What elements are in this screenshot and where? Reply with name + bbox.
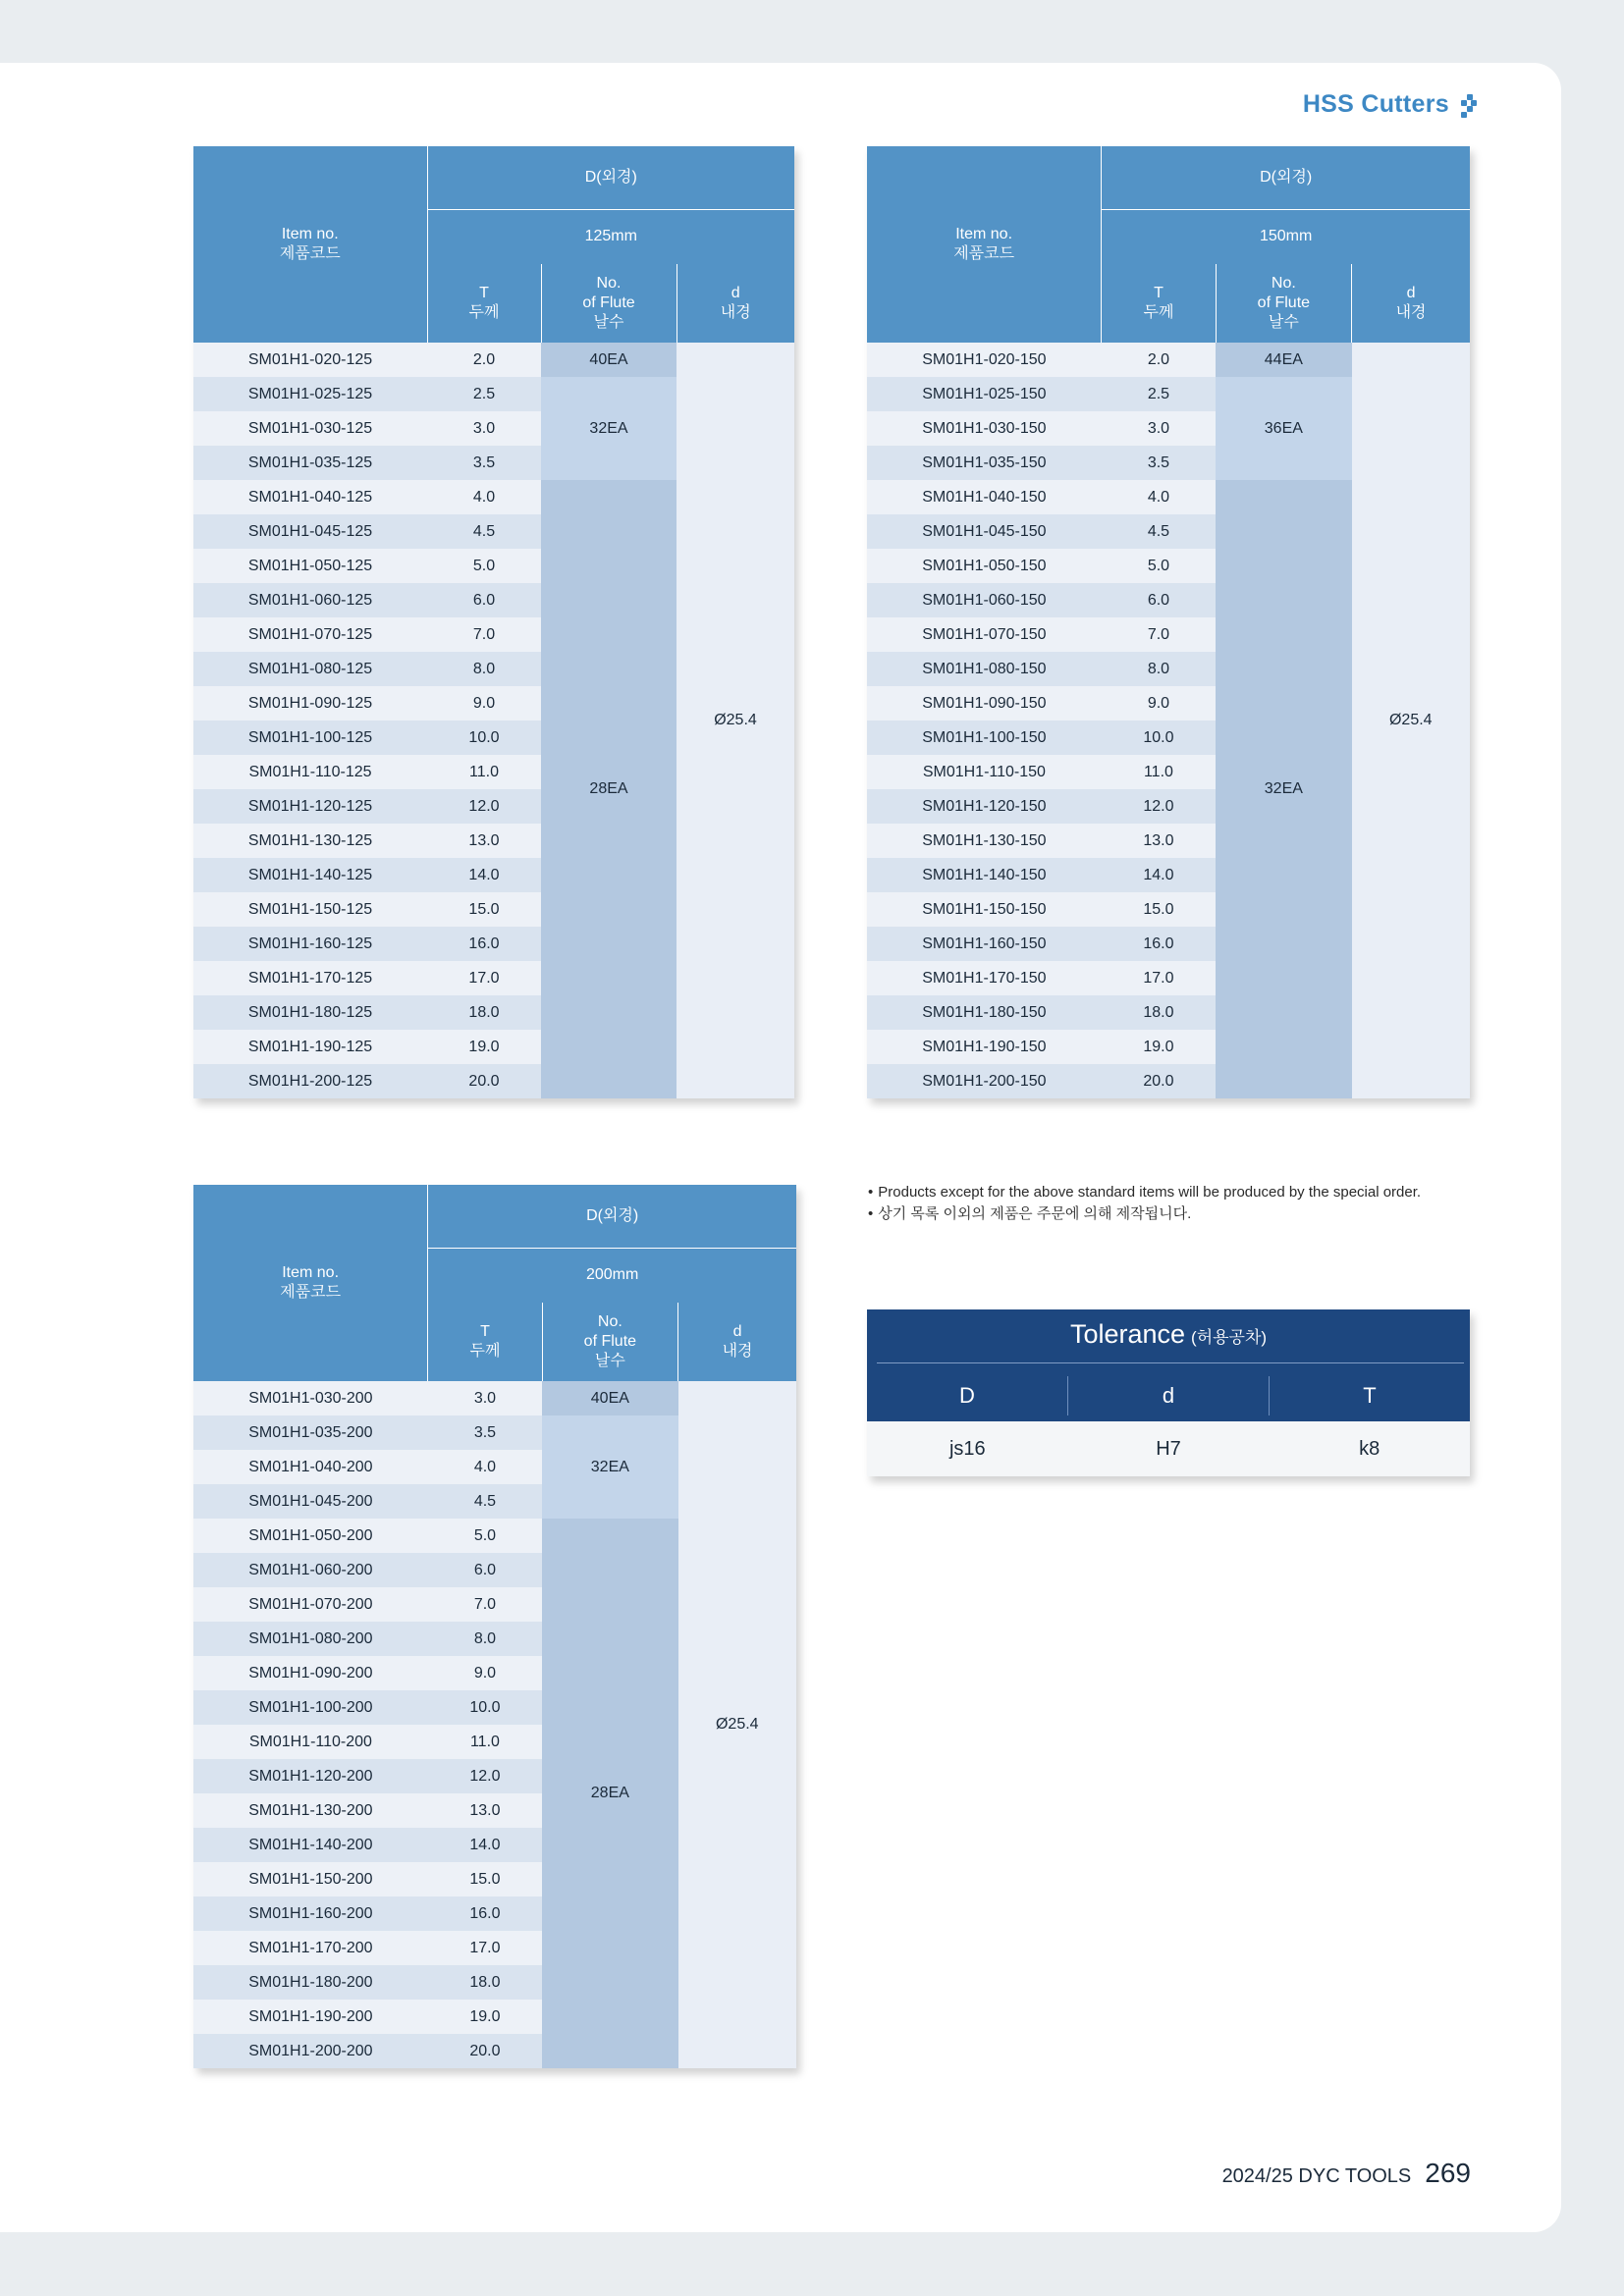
item-code: SM01H1-030-150 bbox=[867, 411, 1102, 446]
thickness-en: T bbox=[480, 1323, 490, 1340]
item-code: SM01H1-090-200 bbox=[193, 1656, 428, 1690]
thickness-value: 3.0 bbox=[428, 1381, 542, 1415]
tolerance-val-outer: js16 bbox=[948, 1438, 986, 1460]
item-code: SM01H1-080-125 bbox=[193, 652, 427, 686]
item-code: SM01H1-025-150 bbox=[867, 377, 1102, 411]
item-code: SM01H1-180-125 bbox=[193, 995, 427, 1030]
item-code: SM01H1-060-125 bbox=[193, 583, 427, 617]
thickness-value: 17.0 bbox=[1102, 961, 1216, 995]
thickness-value: 11.0 bbox=[1102, 755, 1216, 789]
item-code: SM01H1-060-150 bbox=[867, 583, 1102, 617]
notes bbox=[868, 1182, 1421, 1225]
item-code: SM01H1-100-200 bbox=[193, 1690, 428, 1725]
item-code: SM01H1-140-125 bbox=[193, 858, 427, 892]
item-code: SM01H1-120-125 bbox=[193, 789, 427, 824]
spec-table-125 bbox=[193, 146, 794, 1098]
flute-count: 36EA bbox=[1216, 377, 1351, 480]
bore-diameter: Ø25.4 bbox=[678, 1381, 796, 2068]
outer-diameter-header: D(외경) bbox=[428, 1185, 796, 1248]
item-code: SM01H1-030-125 bbox=[193, 411, 427, 446]
note-ko: • 상기 목록 이외의 제품은 주문에 의해 제작됩니다. bbox=[868, 1203, 1421, 1225]
item-no-header bbox=[867, 146, 1102, 343]
section-title-text: HSS Cutters bbox=[1302, 90, 1449, 118]
item-code: SM01H1-130-125 bbox=[193, 824, 427, 858]
item-code: SM01H1-160-150 bbox=[867, 927, 1102, 961]
bore-ko: 내경 bbox=[720, 304, 751, 321]
tolerance-val-thickness: k8 bbox=[1359, 1438, 1380, 1460]
thickness-header bbox=[427, 264, 541, 343]
thickness-value: 12.0 bbox=[427, 789, 541, 824]
thickness-value: 2.5 bbox=[1102, 377, 1216, 411]
item-code: SM01H1-050-150 bbox=[867, 549, 1102, 583]
tolerance-subtitle: (허용공차) bbox=[1191, 1328, 1268, 1347]
bore-header bbox=[678, 1303, 796, 1381]
thickness-value: 5.0 bbox=[428, 1519, 542, 1553]
item-code: SM01H1-170-125 bbox=[193, 961, 427, 995]
thickness-ko: 두께 bbox=[468, 304, 500, 321]
item-code: SM01H1-110-200 bbox=[193, 1725, 428, 1759]
table-row bbox=[193, 1381, 796, 1415]
item-code: SM01H1-090-150 bbox=[867, 686, 1102, 721]
item-code: SM01H1-200-125 bbox=[193, 1064, 427, 1098]
tolerance-col-outer: D bbox=[959, 1383, 975, 1408]
thickness-value: 7.0 bbox=[1102, 617, 1216, 652]
thickness-value: 19.0 bbox=[428, 2000, 542, 2034]
thickness-value: 4.5 bbox=[1102, 514, 1216, 549]
item-code: SM01H1-100-125 bbox=[193, 721, 427, 755]
flute-ko: 날수 bbox=[594, 1353, 625, 1369]
thickness-value: 16.0 bbox=[1102, 927, 1216, 961]
item-code: SM01H1-080-200 bbox=[193, 1622, 428, 1656]
item-code: SM01H1-170-200 bbox=[193, 1931, 428, 1965]
thickness-value: 18.0 bbox=[1102, 995, 1216, 1030]
thickness-value: 16.0 bbox=[427, 927, 541, 961]
item-no-ko: 제품코드 bbox=[279, 245, 341, 262]
item-code: SM01H1-150-200 bbox=[193, 1862, 428, 1896]
outer-diameter-header: D(외경) bbox=[427, 146, 794, 209]
diameter-size: 150mm bbox=[1102, 209, 1470, 264]
thickness-value: 15.0 bbox=[428, 1862, 542, 1896]
item-code: SM01H1-180-200 bbox=[193, 1965, 428, 2000]
thickness-value: 8.0 bbox=[427, 652, 541, 686]
tolerance-title bbox=[867, 1319, 1470, 1350]
flute-en1: No. bbox=[597, 1313, 623, 1330]
item-code: SM01H1-160-200 bbox=[193, 1896, 428, 1931]
flute-ko: 날수 bbox=[1268, 314, 1299, 331]
item-code: SM01H1-110-150 bbox=[867, 755, 1102, 789]
thickness-value: 2.0 bbox=[1102, 343, 1216, 377]
item-code: SM01H1-190-200 bbox=[193, 2000, 428, 2034]
item-code: SM01H1-110-125 bbox=[193, 755, 427, 789]
thickness-value: 13.0 bbox=[427, 824, 541, 858]
flute-count: 28EA bbox=[541, 480, 677, 1098]
thickness-value: 2.0 bbox=[427, 343, 541, 377]
thickness-value: 15.0 bbox=[427, 892, 541, 927]
item-no-header bbox=[193, 1185, 428, 1381]
tolerance-table bbox=[867, 1309, 1470, 1476]
item-code: SM01H1-180-150 bbox=[867, 995, 1102, 1030]
thickness-value: 11.0 bbox=[427, 755, 541, 789]
thickness-en: T bbox=[479, 285, 489, 301]
item-code: SM01H1-140-150 bbox=[867, 858, 1102, 892]
thickness-value: 6.0 bbox=[427, 583, 541, 617]
tolerance-divider bbox=[877, 1362, 1464, 1363]
tolerance-values bbox=[867, 1421, 1470, 1476]
flute-count: 40EA bbox=[541, 343, 677, 377]
item-code: SM01H1-060-200 bbox=[193, 1553, 428, 1587]
item-code: SM01H1-050-125 bbox=[193, 549, 427, 583]
item-code: SM01H1-035-150 bbox=[867, 446, 1102, 480]
bore-header bbox=[1352, 264, 1470, 343]
item-code: SM01H1-040-125 bbox=[193, 480, 427, 514]
thickness-value: 2.5 bbox=[427, 377, 541, 411]
item-code: SM01H1-190-150 bbox=[867, 1030, 1102, 1064]
footer-brand: 2024/25 DYC TOOLS bbox=[1221, 2165, 1412, 2187]
thickness-value: 12.0 bbox=[1102, 789, 1216, 824]
diameter-size: 200mm bbox=[428, 1248, 796, 1303]
bore-en: d bbox=[731, 285, 740, 301]
item-code: SM01H1-035-125 bbox=[193, 446, 427, 480]
flute-header bbox=[1216, 264, 1351, 343]
item-code: SM01H1-030-200 bbox=[193, 1381, 428, 1415]
thickness-value: 7.0 bbox=[427, 617, 541, 652]
bore-ko: 내경 bbox=[1395, 304, 1427, 321]
thickness-value: 5.0 bbox=[427, 549, 541, 583]
tolerance-columns bbox=[867, 1376, 1470, 1415]
tolerance-val-bore: H7 bbox=[1156, 1438, 1181, 1460]
thickness-value: 3.5 bbox=[427, 446, 541, 480]
thickness-header bbox=[428, 1303, 542, 1381]
item-code: SM01H1-200-150 bbox=[867, 1064, 1102, 1098]
table-row bbox=[867, 343, 1470, 377]
item-code: SM01H1-045-125 bbox=[193, 514, 427, 549]
thickness-value: 3.0 bbox=[1102, 411, 1216, 446]
spec-table-200 bbox=[193, 1185, 796, 2068]
thickness-value: 3.5 bbox=[1102, 446, 1216, 480]
item-code: SM01H1-170-150 bbox=[867, 961, 1102, 995]
item-code: SM01H1-045-200 bbox=[193, 1484, 428, 1519]
thickness-value: 17.0 bbox=[427, 961, 541, 995]
thickness-value: 10.0 bbox=[428, 1690, 542, 1725]
flute-count: 32EA bbox=[541, 377, 677, 480]
item-no-en: Item no. bbox=[955, 226, 1013, 242]
item-code: SM01H1-150-125 bbox=[193, 892, 427, 927]
thickness-value: 3.5 bbox=[428, 1415, 542, 1450]
thickness-value: 15.0 bbox=[1102, 892, 1216, 927]
thickness-value: 10.0 bbox=[1102, 721, 1216, 755]
item-code: SM01H1-160-125 bbox=[193, 927, 427, 961]
thickness-value: 11.0 bbox=[428, 1725, 542, 1759]
thickness-value: 14.0 bbox=[428, 1828, 542, 1862]
puzzle-dots-icon bbox=[1459, 92, 1477, 118]
bore-en: d bbox=[732, 1323, 742, 1340]
flute-header bbox=[542, 1303, 677, 1381]
item-code: SM01H1-050-200 bbox=[193, 1519, 428, 1553]
thickness-ko: 두께 bbox=[469, 1343, 501, 1360]
thickness-value: 17.0 bbox=[428, 1931, 542, 1965]
bore-en: d bbox=[1406, 285, 1416, 301]
thickness-value: 13.0 bbox=[1102, 824, 1216, 858]
item-no-en: Item no. bbox=[281, 226, 339, 242]
bore-diameter: Ø25.4 bbox=[1352, 343, 1470, 1098]
thickness-value: 20.0 bbox=[1102, 1064, 1216, 1098]
item-code: SM01H1-070-150 bbox=[867, 617, 1102, 652]
item-code: SM01H1-040-150 bbox=[867, 480, 1102, 514]
section-title bbox=[1303, 90, 1477, 119]
flute-en2: of Flute bbox=[582, 294, 635, 311]
item-code: SM01H1-140-200 bbox=[193, 1828, 428, 1862]
flute-count: 32EA bbox=[1216, 480, 1351, 1098]
diameter-size: 125mm bbox=[427, 209, 794, 264]
thickness-value: 14.0 bbox=[1102, 858, 1216, 892]
item-code: SM01H1-190-125 bbox=[193, 1030, 427, 1064]
flute-en2: of Flute bbox=[583, 1333, 637, 1350]
thickness-value: 16.0 bbox=[428, 1896, 542, 1931]
item-no-ko: 제품코드 bbox=[953, 245, 1015, 262]
item-code: SM01H1-040-200 bbox=[193, 1450, 428, 1484]
bore-diameter: Ø25.4 bbox=[677, 343, 794, 1098]
item-code: SM01H1-120-200 bbox=[193, 1759, 428, 1793]
thickness-value: 19.0 bbox=[427, 1030, 541, 1064]
flute-count: 28EA bbox=[542, 1519, 677, 2068]
table-row bbox=[193, 343, 794, 377]
item-code: SM01H1-045-150 bbox=[867, 514, 1102, 549]
thickness-value: 10.0 bbox=[427, 721, 541, 755]
flute-en1: No. bbox=[1271, 275, 1296, 292]
bore-ko: 내경 bbox=[722, 1343, 753, 1360]
thickness-value: 19.0 bbox=[1102, 1030, 1216, 1064]
flute-en1: No. bbox=[596, 275, 622, 292]
thickness-value: 13.0 bbox=[428, 1793, 542, 1828]
item-code: SM01H1-100-150 bbox=[867, 721, 1102, 755]
thickness-value: 4.5 bbox=[428, 1484, 542, 1519]
thickness-ko: 두께 bbox=[1143, 304, 1174, 321]
item-code: SM01H1-070-125 bbox=[193, 617, 427, 652]
item-code: SM01H1-020-150 bbox=[867, 343, 1102, 377]
thickness-value: 4.0 bbox=[1102, 480, 1216, 514]
bore-header bbox=[677, 264, 794, 343]
item-code: SM01H1-150-150 bbox=[867, 892, 1102, 927]
item-code: SM01H1-090-125 bbox=[193, 686, 427, 721]
item-code: SM01H1-080-150 bbox=[867, 652, 1102, 686]
thickness-value: 7.0 bbox=[428, 1587, 542, 1622]
thickness-value: 18.0 bbox=[428, 1965, 542, 2000]
flute-count: 44EA bbox=[1216, 343, 1351, 377]
flute-count: 40EA bbox=[542, 1381, 677, 1415]
tolerance-header bbox=[867, 1309, 1470, 1421]
thickness-value: 20.0 bbox=[428, 2034, 542, 2068]
thickness-value: 8.0 bbox=[1102, 652, 1216, 686]
thickness-header bbox=[1102, 264, 1216, 343]
spec-table-150 bbox=[867, 146, 1470, 1098]
thickness-value: 6.0 bbox=[1102, 583, 1216, 617]
item-code: SM01H1-130-150 bbox=[867, 824, 1102, 858]
item-no-header bbox=[193, 146, 427, 343]
page-number: 269 bbox=[1425, 2158, 1471, 2188]
thickness-value: 9.0 bbox=[1102, 686, 1216, 721]
thickness-value: 12.0 bbox=[428, 1759, 542, 1793]
tolerance-col-bore: d bbox=[1067, 1376, 1269, 1415]
tolerance-title-text: Tolerance bbox=[1069, 1319, 1186, 1349]
item-code: SM01H1-020-125 bbox=[193, 343, 427, 377]
item-code: SM01H1-200-200 bbox=[193, 2034, 428, 2068]
item-code: SM01H1-070-200 bbox=[193, 1587, 428, 1622]
item-code: SM01H1-120-150 bbox=[867, 789, 1102, 824]
thickness-value: 3.0 bbox=[427, 411, 541, 446]
item-code: SM01H1-035-200 bbox=[193, 1415, 428, 1450]
flute-header bbox=[541, 264, 677, 343]
note-en: • Products except for the above standard items will be produced by the special order. bbox=[868, 1182, 1421, 1203]
page-footer bbox=[1222, 2158, 1471, 2189]
thickness-value: 8.0 bbox=[428, 1622, 542, 1656]
thickness-value: 4.5 bbox=[427, 514, 541, 549]
thickness-value: 5.0 bbox=[1102, 549, 1216, 583]
thickness-value: 6.0 bbox=[428, 1553, 542, 1587]
thickness-value: 4.0 bbox=[428, 1450, 542, 1484]
outer-diameter-header: D(외경) bbox=[1102, 146, 1470, 209]
item-code: SM01H1-025-125 bbox=[193, 377, 427, 411]
thickness-value: 14.0 bbox=[427, 858, 541, 892]
thickness-value: 4.0 bbox=[427, 480, 541, 514]
thickness-value: 9.0 bbox=[428, 1656, 542, 1690]
flute-en2: of Flute bbox=[1257, 294, 1311, 311]
item-no-ko: 제품코드 bbox=[280, 1284, 342, 1301]
thickness-value: 9.0 bbox=[427, 686, 541, 721]
flute-ko: 날수 bbox=[593, 314, 624, 331]
thickness-en: T bbox=[1154, 285, 1164, 301]
tolerance-col-thickness: T bbox=[1269, 1376, 1470, 1415]
thickness-value: 18.0 bbox=[427, 995, 541, 1030]
thickness-value: 20.0 bbox=[427, 1064, 541, 1098]
item-code: SM01H1-130-200 bbox=[193, 1793, 428, 1828]
item-no-en: Item no. bbox=[282, 1264, 340, 1281]
flute-count: 32EA bbox=[542, 1415, 677, 1519]
